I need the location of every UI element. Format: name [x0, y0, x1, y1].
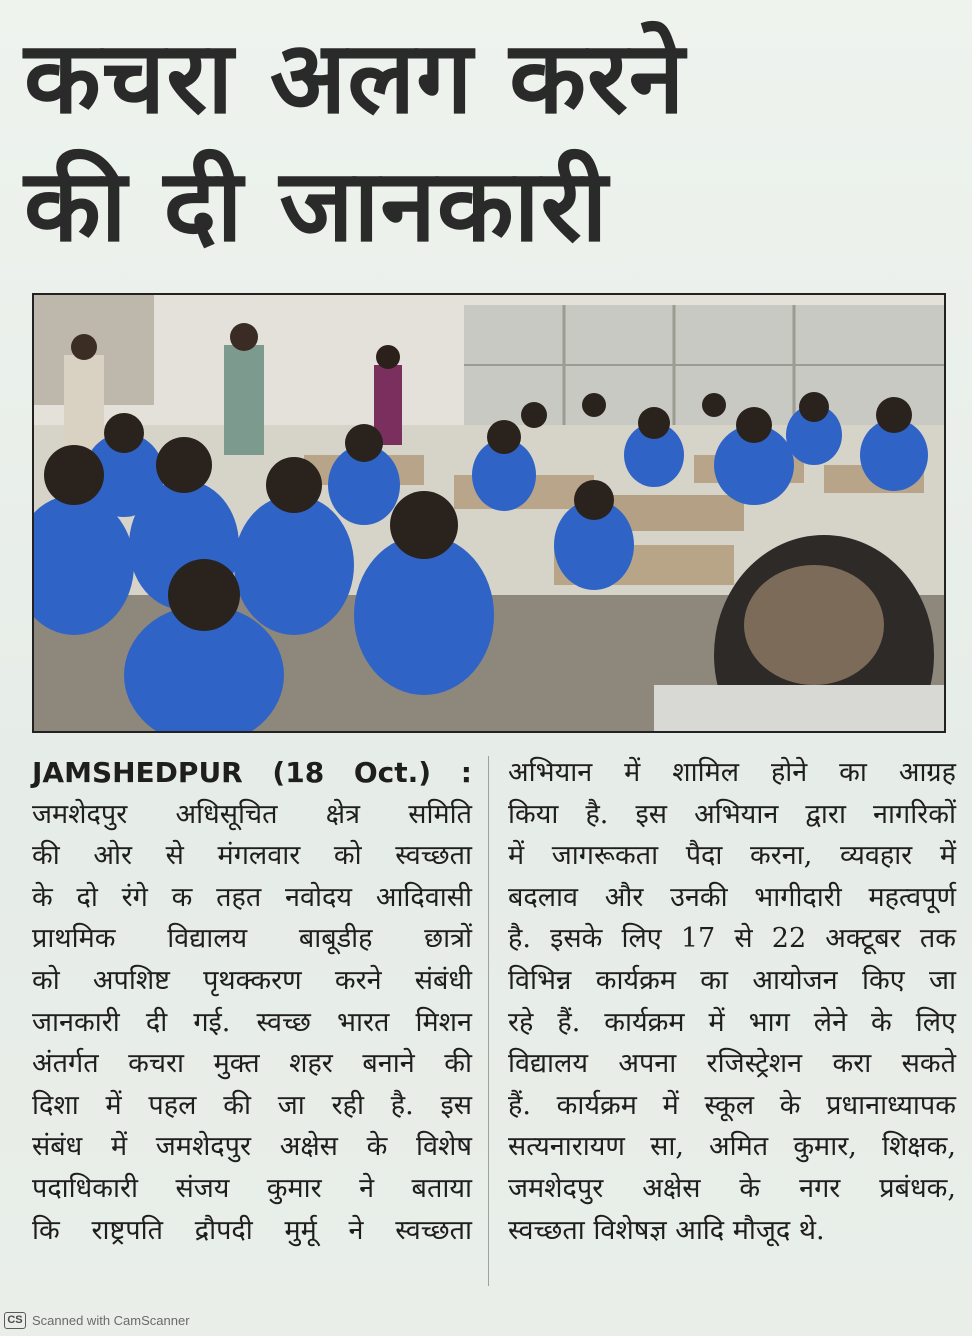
scanner-label: Scanned with CamScanner	[32, 1312, 190, 1328]
scanner-watermark	[4, 1309, 190, 1331]
article-line: अभियान में शामिल होने का आग्रह	[508, 757, 956, 788]
article-line: विद्यालय अपना रजिस्ट्रेशन करा सकते	[508, 1048, 956, 1080]
article-line: बदलाव और उनकी भागीदारी महत्वपूर्ण	[508, 881, 956, 913]
article-line: संबंध में जमशेदपुर अक्षेस के विशेष	[32, 1131, 472, 1163]
article-line: कि राष्ट्रपति द्रौपदी मुर्मू ने स्वच्छता	[32, 1214, 472, 1246]
article-column-left	[32, 752, 472, 1251]
article-line: के दो रंगे क तहत नवोदय आदिवासी	[32, 881, 472, 913]
classroom-photo	[32, 293, 946, 733]
article-line: किया है. इस अभियान द्वारा नागरिकों	[508, 798, 956, 830]
article-line: हैं. कार्यक्रम में स्कूल के प्रधानाध्यापक	[508, 1089, 956, 1121]
article-column-right	[508, 752, 956, 1251]
article-line: अंतर्गत कचरा मुक्त शहर बनाने की	[32, 1048, 472, 1080]
classroom-illustration	[34, 295, 944, 731]
article-line: जमशेदपुर अक्षेस के नगर प्रबंधक,	[508, 1172, 956, 1204]
camscanner-logo-icon: CS	[4, 1312, 26, 1329]
article-line: प्राथमिक विद्यालय बाबूडीह छात्रों	[32, 923, 472, 955]
article-line: है. इसके लिए 17 से 22 अक्टूबर तक	[508, 923, 956, 955]
article-line: पदाधिकारी संजय कुमार ने बताया	[32, 1172, 472, 1204]
article-line: जमशेदपुर अधिसूचित क्षेत्र समिति	[32, 798, 472, 830]
article-headline	[24, 14, 954, 270]
article-line: में जागरूकता पैदा करना, व्यवहार में	[508, 840, 956, 872]
article-line: जानकारी दी गई. स्वच्छ भारत मिशन	[32, 1006, 472, 1038]
article-line: की ओर से मंगलवार को स्वच्छता	[32, 840, 472, 872]
article-line: सत्यनारायण सा, अमित कुमार, शिक्षक,	[508, 1131, 956, 1163]
article-line: रहे हैं. कार्यक्रम में भाग लेने के लिए	[508, 1006, 956, 1038]
article-line: स्वच्छता विशेषज्ञ आदि मौजूद थे.	[508, 1214, 825, 1246]
column-divider	[488, 756, 489, 1286]
article-line: दिशा में पहल की जा रही है. इस	[32, 1089, 472, 1121]
dateline: JAMSHEDPUR (18 Oct.) :	[32, 756, 472, 789]
headline-line-1: कचरा अलग करने	[24, 19, 686, 136]
headline-line-2: की दी जानकारी	[24, 147, 609, 264]
article-line: को अपशिष्ट पृथक्करण करने संबंधी	[32, 964, 472, 996]
article-line: विभिन्न कार्यक्रम का आयोजन किए जा	[508, 964, 956, 996]
